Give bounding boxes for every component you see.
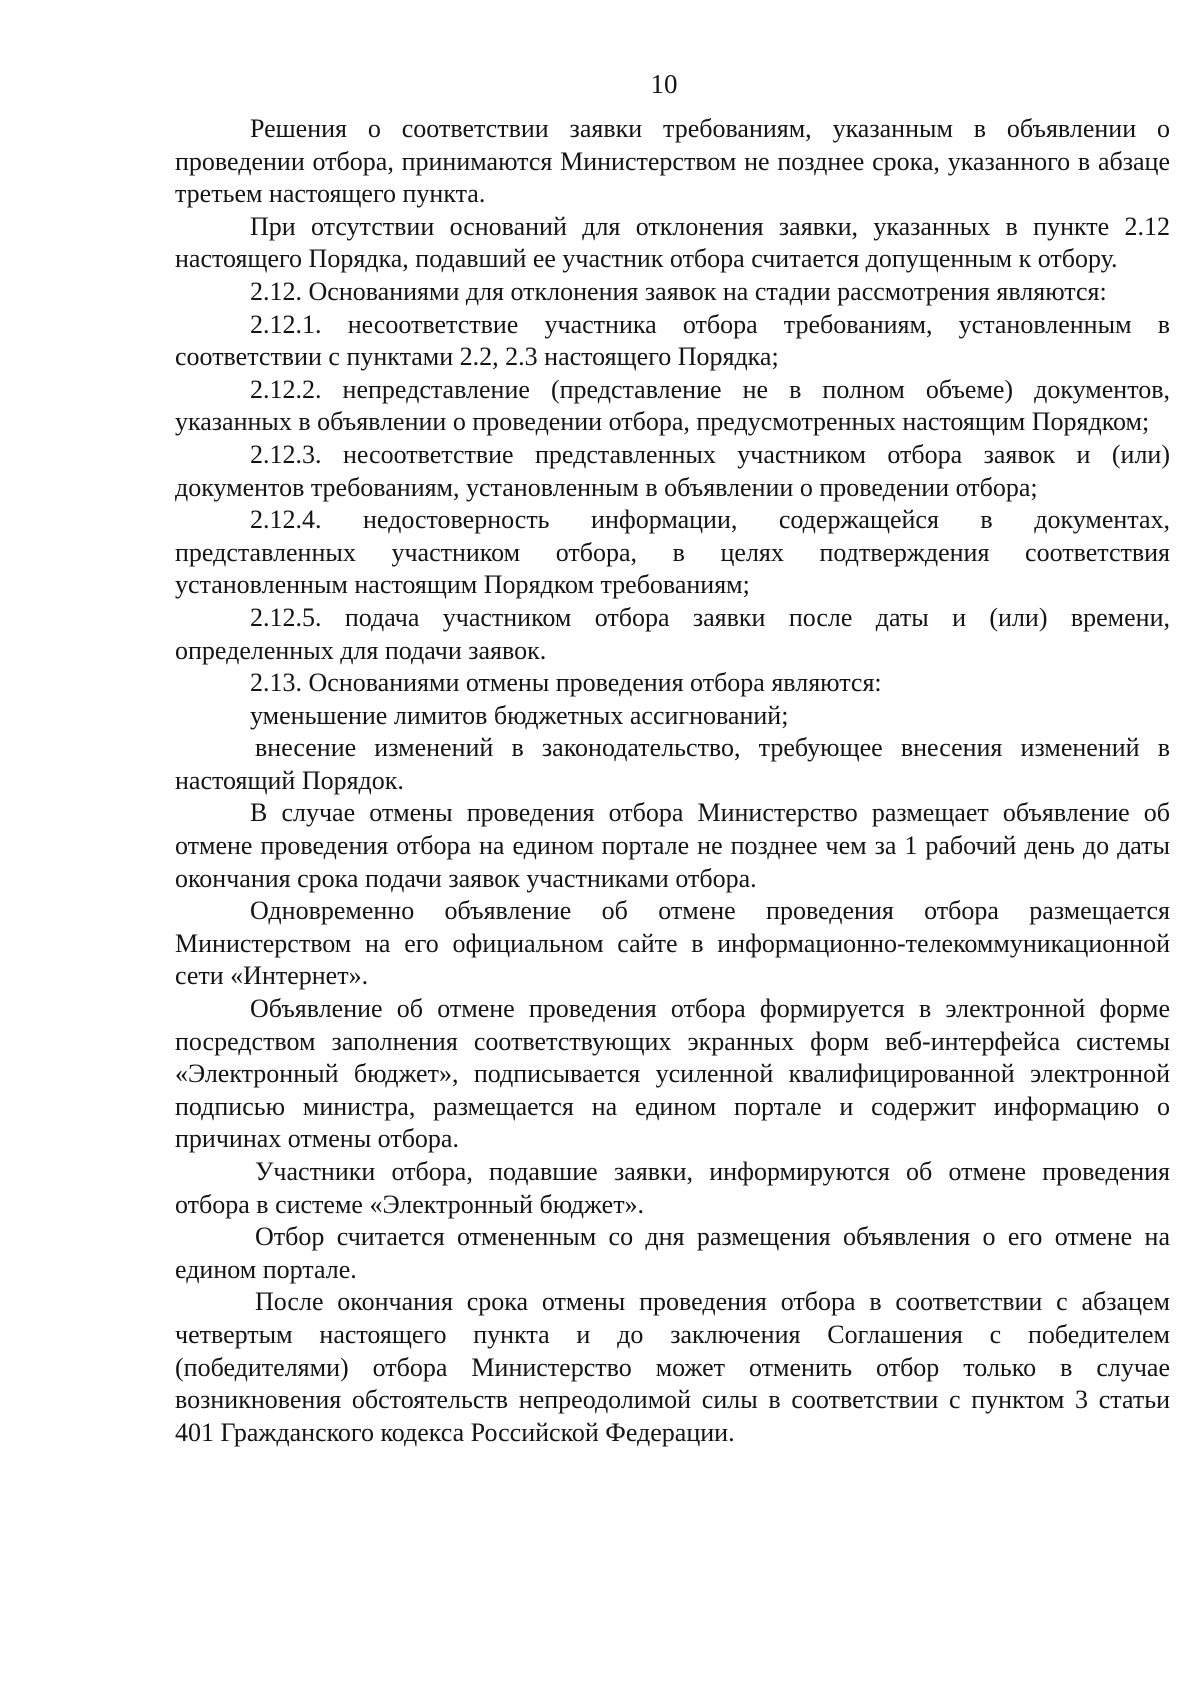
paragraph: внесение изменений в законодательство, требующее внесения изменений в настоящий Порядок. [175, 733, 1170, 795]
paragraph: В случае отмены проведения отбора Министерство размещает объявление об отмене проведения отбора на едином портале не позднее чем за 1 рабочий день до даты окончания срока подачи заявок участниками отбора. [175, 798, 1170, 893]
paragraph: Одновременно объявление об отмене проведения отбора размещается Министерством на его официальном сайте в информационно-телекоммуникационной сети «Интернет». [175, 896, 1170, 991]
paragraph: 2.12.5. подача участником отбора заявки после даты и (или) времени, определенных для подачи заявок. [175, 602, 1170, 665]
paragraph: 2.12.2. непредставление (представление не в полном объеме) документов, указанных в объявлении о проведении отбора, предусмотренных настоящим Порядком; [175, 374, 1170, 437]
paragraph: 2.13. Основаниями отмены проведения отбора являются: [250, 668, 882, 698]
paragraph: 2.12. Основаниями для отклонения заявок на стадии рассмотрения являются: [250, 276, 1107, 306]
paragraph: Участники отбора, подавшие заявки, информируются об отмене проведения отбора в системе «Электронный бюджет». [175, 1157, 1170, 1219]
paragraph: 2.12.3. несоответствие представленных участником отбора заявок и (или) документов требованиям, установленным в объявлении о проведении отбора; [175, 439, 1170, 502]
page-number: 10 [650, 69, 678, 99]
paragraph: Решения о соответствии заявки требованиям, указанным в объявлении о проведении отбора, принимаются Министерством не позднее срока, указанного в абзаце третьем настоящего пункта. [175, 114, 1170, 209]
paragraph: 2.12.1. несоответствие участника отбора требованиям, установленным в соответствии с пунктами 2.2, 2.3 настоящего Порядка; [175, 309, 1170, 372]
paragraph: уменьшение лимитов бюджетных ассигнований; [250, 700, 789, 730]
paragraph: Отбор считается отмененным со дня размещения объявления о его отмене на едином портале. [175, 1222, 1170, 1284]
paragraph: При отсутствии оснований для отклонения заявки, указанных в пункте 2.12 настоящего Порядка, подавший ее участник отбора считается допущенным к отбору. [175, 211, 1170, 274]
paragraph: Объявление об отмене проведения отбора формируется в электронной форме посредством заполнения соответствующих экранных форм веб-интерфейса системы «Электронный бюджет», подписывается усиленной квалифицированной электронной подписью министра, размещается на едином портале и содержит информацию о причинах отмены отбора. [175, 994, 1170, 1154]
document-body [175, 113, 1170, 1449]
paragraph: После окончания срока отмены проведения отбора в соответствии с абзацем четвертым настоящего пункта и до заключения Соглашения с победителем (победителями) отбора Министерство может отменить отбор только в случае возникновения обстоятельств непреодолимой силы в соответствии с пунктом 3 статьи 401 Гражданского кодекса Российской Федерации. [175, 1287, 1170, 1447]
paragraph: 2.12.4. недостоверность информации, содержащейся в документах, представленных участником отбора, в целях подтверждения соответствия установленным настоящим Порядком требованиям; [175, 505, 1170, 600]
